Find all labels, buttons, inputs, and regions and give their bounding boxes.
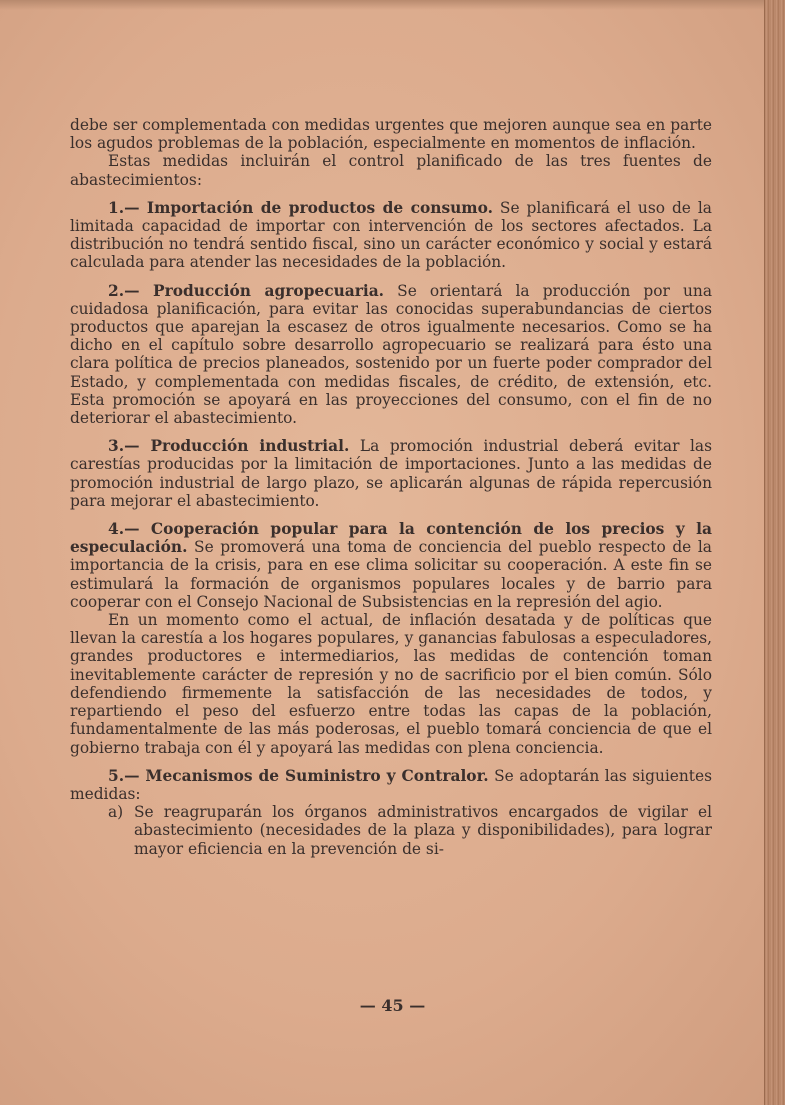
page-number: — 45 — (359, 996, 426, 1015)
body-text (70, 116, 712, 858)
list-item-text: Se reagruparán los órganos administrativos encargados de vigilar el abastecimiento (necesidades de la plaza y disponibilidades), para lograr mayor eficiencia en la prevención de si- (134, 803, 712, 858)
paragraph-measures: Estas medidas incluirán el control planificado de las tres fuentes de abastecimientos: (70, 152, 712, 189)
list-letter: a) (108, 803, 124, 822)
paragraph-item-2: 2.— Producción agropecuaria. Se orientará la producción por una cuidadosa planificación, para evitar las conocidas superabundancias de ciertos productos que aparejan la escasez de otros igualmente necesarios. Como se ha dicho en el capítulo sobre desarrollo agropecuario se realizará para ésto una clara política de precios planeados, sostenido por un fuerte poder comprador del Estado, y complementada con medidas fiscales, de crédito, de extensión, etc. Esta promoción se apoyará en las proyecciones del consumo, con el fin de no deteriorar el abastecimiento. (70, 281, 712, 428)
paragraph-momento-actual: En un momento como el actual, de inflación desatada y de políticas que llevan la carestía a los hogares populares, y ganancias fabulosas a especuladores, grandes productores e intermediarios, las medidas de contención toman inevitablemente carácter de represión y no de sacrificio por el bien común. Sólo defendiendo firmemente la satisfacción de las necesidades de todos, y repartiendo el peso del esfuerzo entre todas las capas de la población, fundamentalmente de las más poderosas, el pueblo tomará conciencia de que el gobierno trabaja con él y apoyará las medidas con plena conciencia. (70, 611, 712, 757)
heading-cooperacion-popular: 4.— Cooperación popular para la contención de los precios y la especulación. (70, 520, 712, 557)
paragraph-item-3: 3.— Producción industrial. La promoción industrial deberá evitar las carestías producidas por la limitación de importaciones. Junto a las medidas de promoción industrial de largo plazo, se aplicarán algunas de rápida repercusión para mejorar el abastecimiento. (70, 437, 712, 510)
page-edge-binding (764, 0, 785, 1105)
paragraph-item-1: 1.— Importación de productos de consumo. Se planificará el uso de la limitada capacidad de importar con intervención de los sectores afectados. La distribución no tendrá sentido fiscal, sino un carácter económico y social y estará calculada para atender las necesidades de la población. (70, 198, 712, 272)
heading-importacion: 1.— Importación de productos de consumo. (108, 198, 493, 217)
paragraph-item-5: 5.— Mecanismos de Suministro y Contralor. Se adoptarán las siguientes medidas: (70, 766, 712, 803)
heading-mecanismos: 5.— Mecanismos de Suministro y Contralor. (108, 766, 489, 785)
page-top-shadow (0, 0, 765, 10)
paragraph-intro: debe ser complementada con medidas urgentes que mejoren aunque sea en parte los agudos problemas de la población, especialmente en momentos de inflación. (70, 116, 712, 153)
heading-produccion-industrial: 3.— Producción industrial. (108, 437, 350, 456)
heading-produccion-agropecuaria: 2.— Producción agropecuaria. (108, 281, 385, 300)
list-item-a (108, 803, 712, 858)
paragraph-item-4: 4.— Cooperación popular para la contención de los precios y la especulación. Se promoverá una toma de conciencia del pueblo respecto de la importancia de la crisis, para en ese clima solicitar su cooperación. A este fin se estimulará la formación de organismos populares locales y de barrio para cooperar con el Consejo Nacional de Subsistencias en la represión del agio. (70, 520, 712, 611)
